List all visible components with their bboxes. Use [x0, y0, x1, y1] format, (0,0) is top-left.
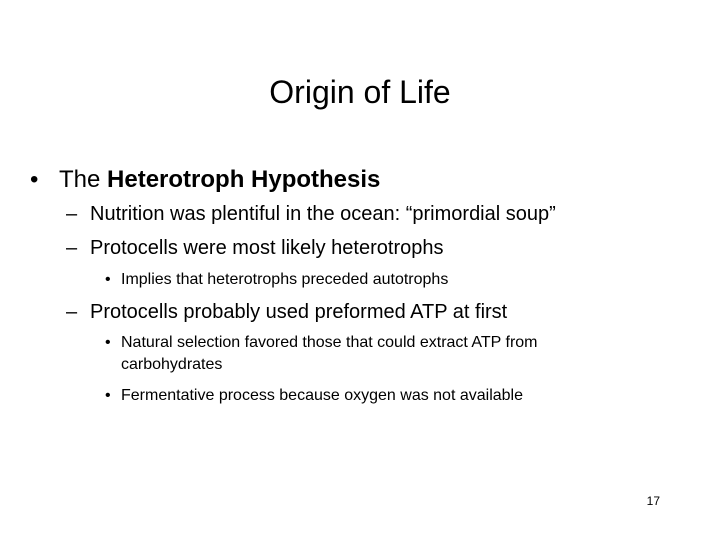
bullet-marker: • [30, 166, 39, 193]
bullet-marker: • [105, 271, 111, 288]
dash-marker: – [66, 203, 78, 225]
detail-bullet-fermentative: Fermentative process because oxygen was not available [121, 387, 523, 404]
bullet-marker: • [105, 387, 111, 404]
bullet-heterotroph-hypothesis [59, 165, 380, 195]
sub-bullet-nutrition: Nutrition was plentiful in the ocean: “primordial soup” [90, 203, 556, 225]
slide-title: Origin of Life [269, 74, 451, 110]
dash-marker: – [66, 301, 78, 323]
detail-bullet-natural-selection: Natural selection favored those that could extract ATP from [121, 334, 538, 351]
bullet-marker: • [105, 334, 111, 351]
bullet-bold-term: Heterotroph Hypothesis [107, 166, 381, 193]
sub-bullet-protocells-heterotrophs: Protocells were most likely heterotrophs [90, 237, 444, 259]
detail-bullet-natural-selection-cont: carbohydrates [121, 356, 223, 373]
page-number: 17 [646, 494, 660, 508]
detail-bullet-implies: Implies that heterotrophs preceded autotrophs [121, 271, 449, 288]
dash-marker: – [66, 237, 78, 259]
bullet-prefix: The [59, 166, 108, 193]
sub-bullet-preformed-atp: Protocells probably used preformed ATP at first [90, 301, 508, 323]
